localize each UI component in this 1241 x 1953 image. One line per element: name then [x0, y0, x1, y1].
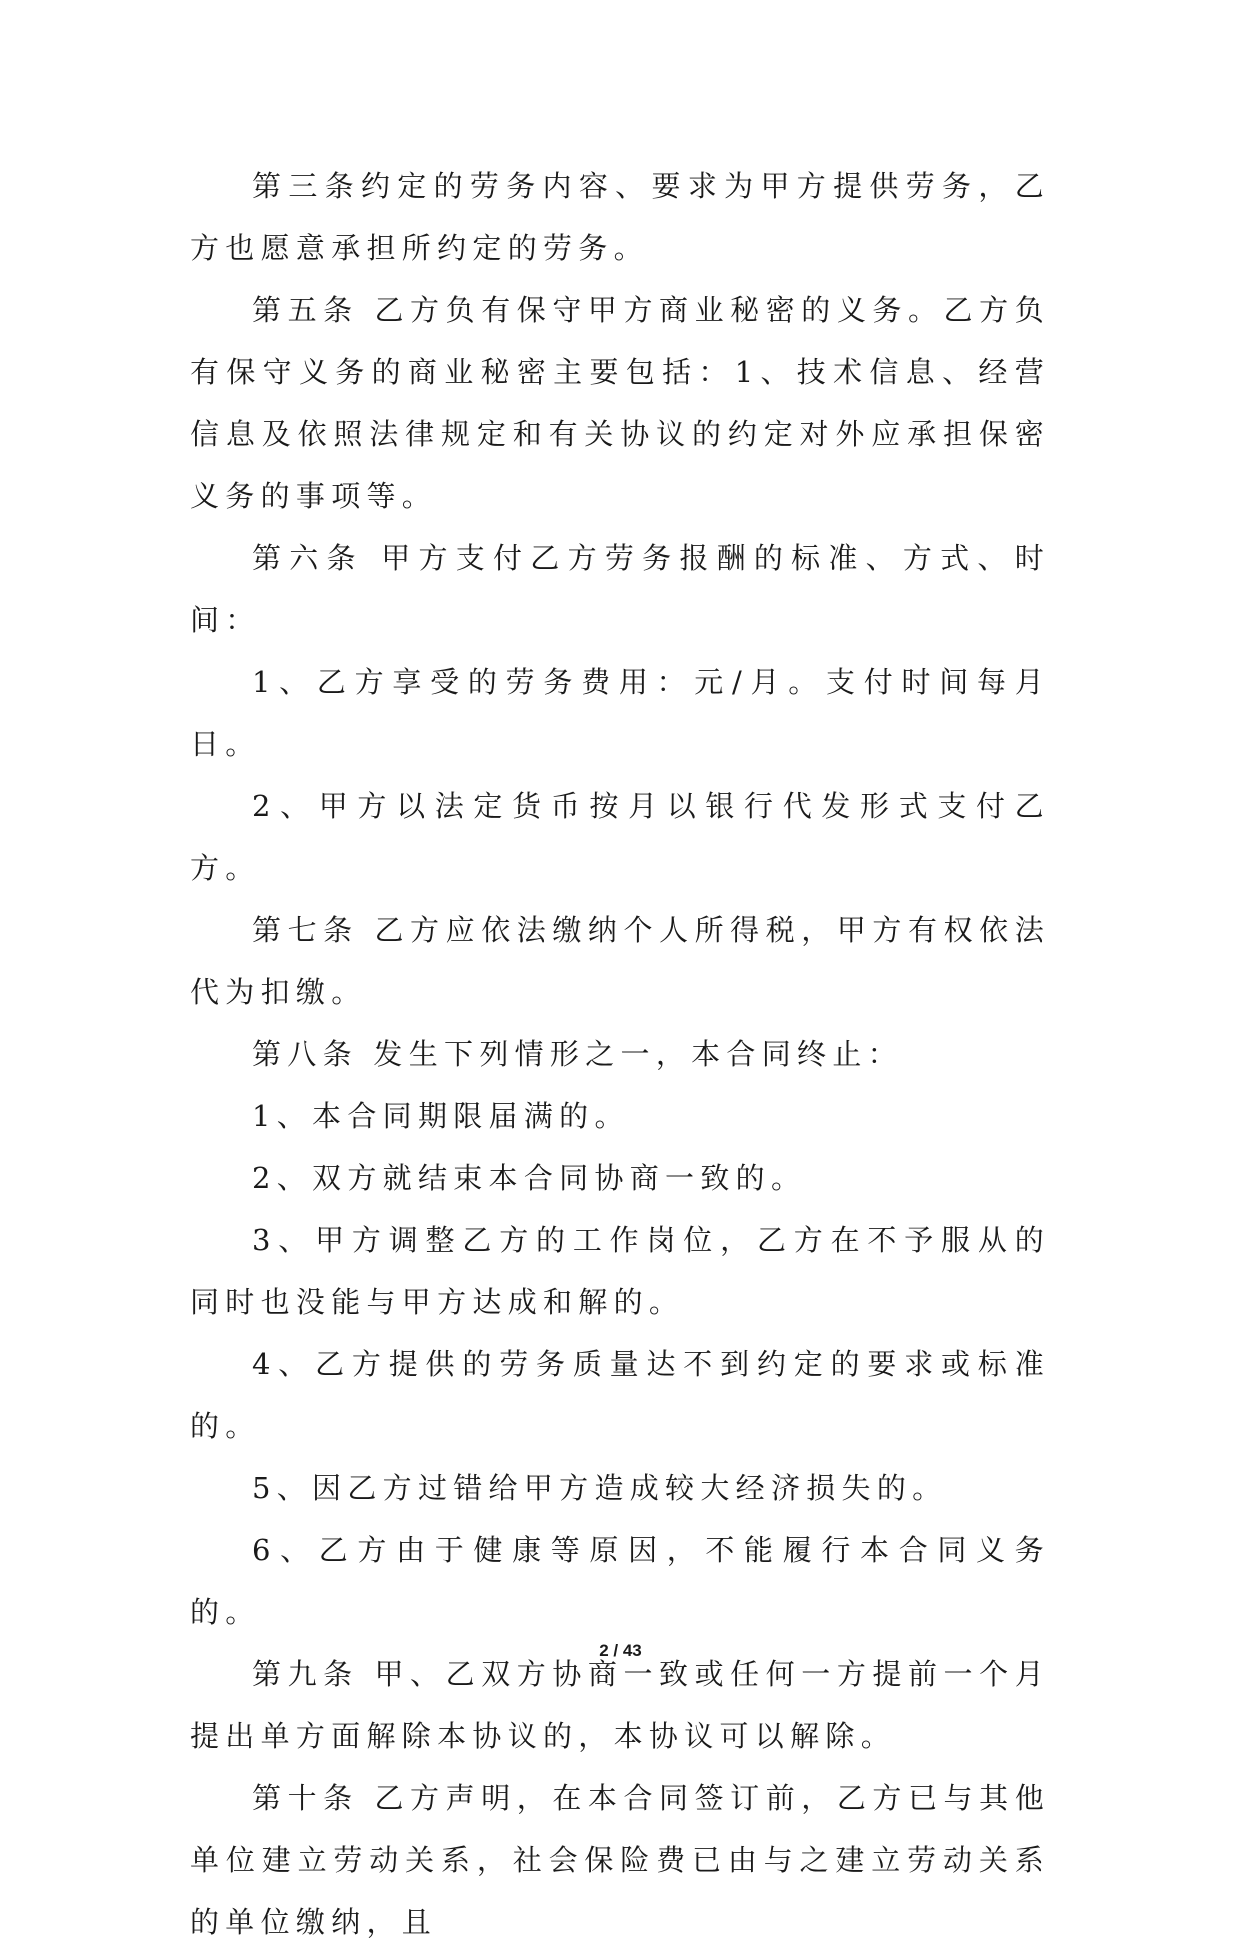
- paragraph-article-6-item-1: 1、乙方享受的劳务费用：元/月。支付时间每月日。: [190, 665, 1050, 761]
- document-body: [190, 155, 1050, 1953]
- paragraph-article-10: 第十条 乙方声明，在本合同签订前，乙方已与其他单位建立劳动关系，社会保险费已由与之建立劳动关系的单位缴纳，且: [190, 1781, 1050, 1939]
- paragraph-article-9: 第九条 甲、乙双方协商一致或任何一方提前一个月提出单方面解除本协议的，本协议可以解除。: [190, 1657, 1050, 1753]
- paragraph-article-6: 第六条 甲方支付乙方劳务报酬的标准、方式、时间：: [190, 541, 1050, 637]
- paragraph-article-7: 第七条 乙方应依法缴纳个人所得税，甲方有权依法代为扣缴。: [190, 913, 1050, 1009]
- paragraph-article-8-item-1: 1、本合同期限届满的。: [252, 1099, 630, 1133]
- paragraph-article-5: 第五条 乙方负有保守甲方商业秘密的义务。乙方负有保守义务的商业秘密主要包括：1、技术信息、经营信息及依照法律规定和有关协议的约定对外应承担保密义务的事项等。: [190, 293, 1050, 513]
- paragraph-article-8-item-3: 3、甲方调整乙方的工作岗位，乙方在不予服从的同时也没能与甲方达成和解的。: [190, 1223, 1050, 1319]
- paragraph-article-3: 第三条约定的劳务内容、要求为甲方提供劳务，乙方也愿意承担所约定的劳务。: [190, 169, 1050, 265]
- paragraph-article-6-item-2: 2、甲方以法定货币按月以银行代发形式支付乙方。: [190, 789, 1050, 885]
- paragraph-article-8-item-5: 5、因乙方过错给甲方造成较大经济损失的。: [252, 1471, 948, 1505]
- paragraph-article-8: 第八条 发生下列情形之一，本合同终止：: [252, 1037, 903, 1071]
- paragraph-article-8-item-4: 4、乙方提供的劳务质量达不到约定的要求或标准的。: [190, 1347, 1050, 1443]
- page-number: 2 / 43: [599, 1641, 642, 1660]
- paragraph-article-8-item-6: 6、乙方由于健康等原因，不能履行本合同义务的。: [190, 1533, 1050, 1629]
- paragraph-article-8-item-2: 2、双方就结束本合同协商一致的。: [252, 1161, 807, 1195]
